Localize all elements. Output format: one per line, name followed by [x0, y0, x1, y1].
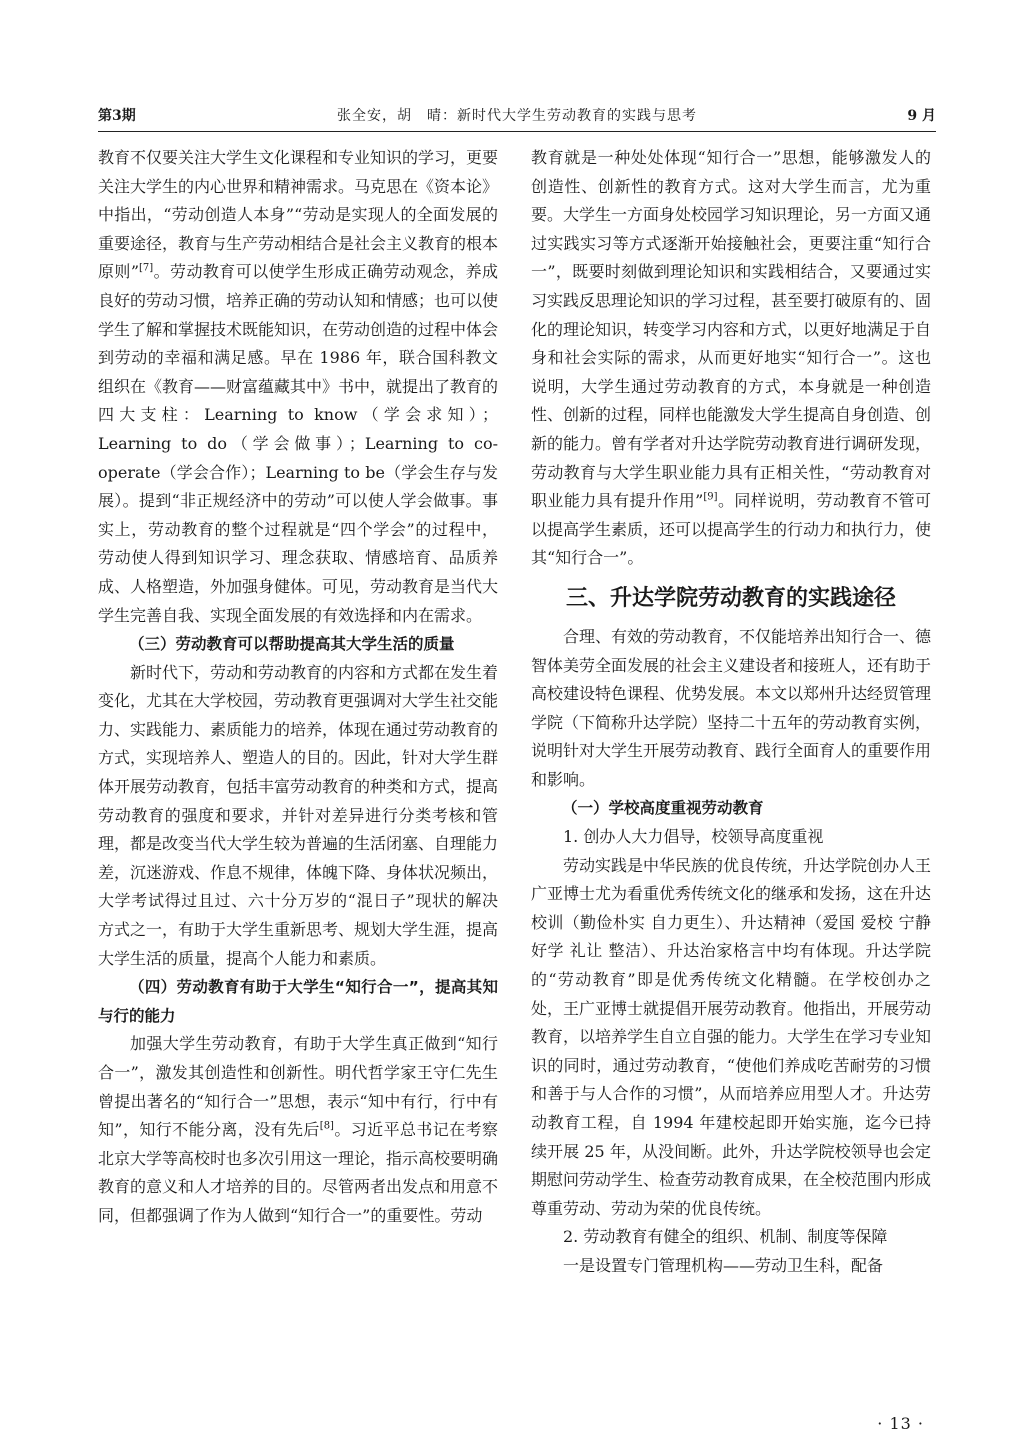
left-p3-text: 加强大学生劳动教育，有助于大学生真正做到“知行合一”，激发其创造性和创新性。明代哲学家王守仁先生曾提出著名的“知行合一”思想，表示“知中有行，行中有知”，知行不能分离，没有先后 [98, 1034, 498, 1140]
left-paragraph-2: 新时代下，劳动和劳动教育的内容和方式都在发生着变化，尤其在大学校园，劳动教育更强调对大学生社交能力、实践能力、素质能力的培养，体现在通过劳动教育的方式，实现培养人、塑造人的目的。因此，针对大学生群体开展劳动教育，包括丰富劳动教育的种类和方式，提高劳动教育的强度和要求，并针对差异进行分类考核和管理，都是改变当代大学生较为普遍的生活闭塞、自理能力差，沉迷游戏、作息不规律，体魄下降、身体状况频出，大学考试得过且过、六十分万岁的“混日子”现状的解决方式之一，有助于大学生重新思考、规划大学生涯，提高大学生活的质量，提高个人能力和素质。 [98, 662, 499, 968]
running-title: 张全安，胡 晴：新时代大学生劳动教育的实践与思考 [337, 108, 697, 124]
section-heading-3: （三）劳动教育可以帮助提高其大学生活的质量 [129, 635, 455, 654]
citation-7: [7] [139, 263, 154, 275]
section-heading-1: （一）学校高度重视劳动教育 [562, 799, 764, 818]
citation-9: [9] [703, 491, 718, 503]
left-p3-tail: 。习近平总书记在考察北京大学等高校时也多次引用这一理论，指示高校要明确教育的意义和人才培养的目的。尽管两者出发点和用意不同，但都强调了作为人做到“知行合一”的重要性。劳动 [98, 1120, 499, 1225]
right-column [531, 144, 931, 1281]
left-p1-tail: 。劳动教育可以使学生形成正确劳动观念，养成良好的劳动习惯，培养正确的劳动认知和情感；也可以使学生了解和掌握技术既能知识，在劳动创造的过程中体会到劳动的幸福和满足感。早在 1986 年，联合国科教文组织在《教育——财富蕴藏其中》书中，就提出了教育的四大支柱：Learning to know（学会求知）；Learning to do（学会做事）；Learning to co-operate（学会合作）；Learning to be（学会生存与发展）。提到“非正规经济中的劳动”可以使人学会做事。事实上，劳动教育的整个过程就是“四个学会”的过程中，劳动使人得到知识学习、理念获取、情感培育、品质养成、人格塑造，外加强身健体。可见，劳动教育是当代大学生完善自我、实现全面发展的有效选择和内在需求。 [98, 262, 499, 625]
right-paragraph-3: 劳动实践是中华民族的优良传统，升达学院创办人王广亚博士尤为看重优秀传统文化的继承和发扬，这在升达校训（勤俭朴实 自力更生）、升达精神（爱国 爱校 宁静 好学 礼让 整洁）、升达治家格言中均有体现。升达学院的“劳动教育”即是优秀传统文化精髓。在学校创办之处，王广亚博士就提倡开展劳动教育。他指出，开展劳动教育，以培养学生自立自强的能力。大学生在学习专业知识的同时，通过劳动教育，“使他们养成吃苦耐劳的习惯和善于与人合作的习惯”，从而培养应用型人才。升达劳动教育工程，自 1994 年建校起即开始实施，迄今已持续开展 25 年，从没间断。此外，升达学院校领导也会定期慰问劳动学生、检查劳动教育成果，在全校范围内形成尊重劳动、劳动为荣的优良传统。 [531, 855, 932, 1218]
subheading-2: 2. 劳动教育有健全的组织、机制、制度等保障 [563, 1227, 888, 1247]
chapter-heading: 三、升达学院劳动教育的实践途径 [565, 585, 896, 611]
citation-8: [8] [319, 1120, 334, 1132]
running-header [98, 104, 936, 128]
right-p1-text: 教育就是一种处处体现“知行合一”思想，能够激发人的创造性、创新性的教育方式。这对大学生而言，尤为重要。大学生一方面身处校园学习知识理论，另一方面又通过实践实习等方式逐渐开始接触社会，更要注重“知行合一”，既要时刻做到理论知识和实践相结合，又要通过实习实践反思理论知识的学习过程，甚至要打破原有的、固化的理论知识，转变学习内容和方式，以更好地满足于自身和社会实际的需求，从而更好地实“知行合一”。这也说明，大学生通过劳动教育的方式，本身就是一种创造性、创新的过程，同样也能激发大学生提高自身创造、创新的能力。曾有学者对升达学院劳动教育进行调研发现，劳动教育与大学生职业能力具有正相关性，“劳动教育对职业能力具有提升作用” [531, 148, 932, 511]
left-paragraph-1 [98, 144, 498, 630]
right-paragraph-2: 合理、有效的劳动教育，不仅能培养出知行合一、德智体美劳全面发展的社会主义建设者和接班人，还有助于高校建设特色课程、优势发展。本文以郑州升达经贸管理学院（下简称升达学院）坚持二十五年的劳动教育实例，说明针对大学生开展劳动教育、践行全面育人的重要作用和影响。 [531, 626, 932, 789]
right-p1-tail: 。同样说明，劳动教育不管可以提高学生素质，还可以提高学生的行动力和执行力，使其“知行合一”。 [531, 491, 932, 568]
section-heading-4: （四）劳动教育有助于大学生“知行合一”，提高其知与行的能力 [98, 978, 498, 1025]
header-rule [98, 131, 936, 132]
month-label: 9 月 [907, 108, 936, 124]
issue-label: 第3期 [98, 108, 136, 124]
left-column [98, 144, 498, 1231]
right-paragraph-4: 一是设置专门管理机构——劳动卫生科，配备 [563, 1255, 884, 1275]
subheading-1: 1. 创办人大力倡导，校领导高度重视 [563, 827, 824, 847]
left-p1-text: 教育不仅要关注大学生文化课程和专业知识的学习，更要关注大学生的内心世界和精神需求。马克思在《资本论》中指出，“劳动创造人本身”“劳动是实现人的全面发展的重要途径，教育与生产劳动相结合是社会主义教育的根本原则” [98, 148, 499, 282]
left-paragraph-3 [98, 1030, 498, 1230]
right-paragraph-1 [531, 144, 931, 573]
page-number: · 13 · [877, 1414, 924, 1433]
